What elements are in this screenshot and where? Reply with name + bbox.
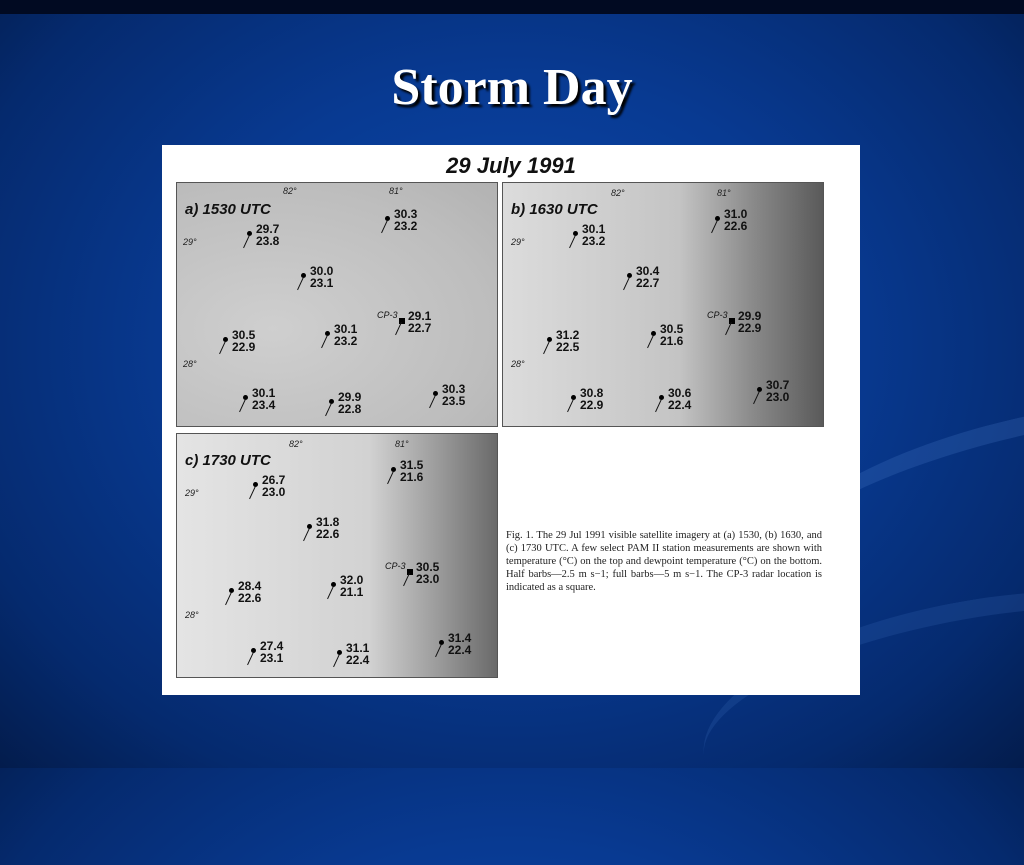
longitude-label: 82°: [289, 439, 303, 449]
wind-barb: [543, 341, 550, 354]
wind-barb: [239, 399, 246, 412]
wind-barb: [247, 652, 254, 665]
satellite-panel-b: [502, 182, 824, 427]
wind-barb: [429, 395, 436, 408]
longitude-label: 82°: [611, 188, 625, 198]
station-obs: 30.3 23.2: [385, 208, 417, 232]
station-obs: 29.7 23.8: [247, 223, 279, 247]
wind-barb: [647, 335, 654, 348]
station-obs: 31.8 22.6: [307, 516, 339, 540]
wind-barb: [219, 341, 226, 354]
wind-barb: [655, 399, 662, 412]
satellite-panel-a: [176, 182, 498, 427]
longitude-label: 81°: [717, 188, 731, 198]
wind-barb: [435, 644, 442, 657]
station-obs-cp3: CP-3 29.1 22.7: [377, 309, 432, 335]
latitude-label: 29°: [511, 237, 525, 247]
wind-barb: [569, 235, 576, 248]
station-obs: 30.3 23.5: [433, 383, 465, 407]
longitude-label: 82°: [283, 186, 297, 196]
wind-barb: [225, 592, 232, 605]
latitude-label: 29°: [185, 488, 199, 498]
station-obs: 30.4 22.7: [627, 265, 659, 289]
station-obs: 28.4 22.6: [229, 580, 261, 604]
station-obs: 31.1 22.4: [337, 642, 369, 666]
latitude-label: 28°: [185, 610, 199, 620]
station-obs-cp3: CP-3 29.9 22.9: [707, 309, 762, 335]
slide-title: Storm Day: [391, 59, 633, 116]
cp3-label: CP-3: [707, 310, 728, 320]
station-obs: 30.1 23.2: [325, 323, 357, 347]
latitude-label: 28°: [183, 359, 197, 369]
station-obs: 30.5 22.9: [223, 329, 255, 353]
station-obs: 27.4 23.1: [251, 640, 283, 664]
latitude-label: 29°: [183, 237, 197, 247]
longitude-label: 81°: [395, 439, 409, 449]
wind-barb: [753, 391, 760, 404]
panel-label: c) 1730 UTC: [185, 452, 271, 469]
station-obs-cp3: CP-3 30.5 23.0: [385, 560, 440, 586]
figure-title: 29 July 1991: [446, 153, 576, 178]
satellite-panel-c: [176, 433, 498, 678]
cp3-label: CP-3: [377, 310, 398, 320]
wind-barb: [249, 486, 256, 499]
longitude-label: 81°: [389, 186, 403, 196]
wind-barb: [381, 220, 388, 233]
station-obs: 30.7 23.0: [757, 379, 789, 403]
station-obs: 31.5 21.6: [391, 459, 423, 483]
cp3-label: CP-3: [385, 561, 406, 571]
station-obs: 30.1 23.2: [573, 223, 605, 247]
panel-label: a) 1530 UTC: [185, 201, 271, 218]
top-bar: [0, 0, 1024, 14]
wind-barb: [325, 403, 332, 416]
wind-barb: [623, 277, 630, 290]
station-obs: 31.4 22.4: [439, 632, 471, 656]
station-obs: 26.7 23.0: [253, 474, 285, 498]
wind-barb: [297, 277, 304, 290]
figure-image: [162, 145, 860, 695]
wind-barb: [567, 399, 574, 412]
wind-barb: [387, 471, 394, 484]
wind-barb: [321, 335, 328, 348]
station-obs: 31.2 22.5: [547, 329, 579, 353]
station-obs: 30.0 23.1: [301, 265, 333, 289]
station-obs: 30.1 23.4: [243, 387, 275, 411]
station-obs: 29.9 22.8: [329, 391, 361, 415]
latitude-label: 28°: [511, 359, 525, 369]
wind-barb: [243, 235, 250, 248]
station-obs: 31.0 22.6: [715, 208, 747, 232]
wind-barb: [333, 654, 340, 667]
station-obs: 30.6 22.4: [659, 387, 691, 411]
station-obs: 30.5 21.6: [651, 323, 683, 347]
wind-barb: [711, 220, 718, 233]
station-obs: 32.0 21.1: [331, 574, 363, 598]
panel-label: b) 1630 UTC: [511, 201, 598, 218]
wind-barb: [303, 528, 310, 541]
wind-barb: [327, 586, 334, 599]
figure-caption: Fig. 1. The 29 Jul 1991 visible satellite imagery at (a) 1530, (b) 1630, and (c) 1730 UTC. A few select PAM II station measurements are shown with temperature (°C) on the top and dewpoint temperature (°C) on the bottom. Half barbs—2.5 m s−1; full barbs—5 m s−1. The CP-3 radar location is indicated as a square.: [506, 530, 822, 593]
station-obs: 30.8 22.9: [571, 387, 603, 411]
